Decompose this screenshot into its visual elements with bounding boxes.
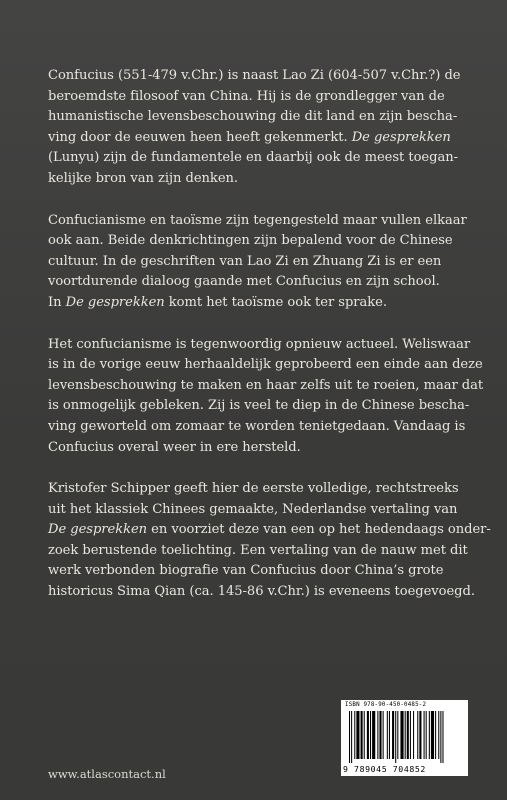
text-run: voortdurende dialoog gaande met Confucius en zijn school. xyxy=(48,274,440,290)
barcode-bar xyxy=(351,711,352,763)
text-run: Kristofer Schipper geeft hier de eerste volledige, rechtstreeks xyxy=(48,481,459,497)
barcode-bar xyxy=(413,711,414,759)
barcode-bar xyxy=(379,711,381,759)
barcode-bar xyxy=(407,711,409,759)
text-run: levensbeschouwing te maken en haar zelfs uit te roeien, maar dat xyxy=(48,377,484,393)
blurb-paragraph xyxy=(48,335,484,459)
text-line xyxy=(48,479,468,500)
text-line xyxy=(48,355,483,376)
barcode-digits: 9 789045 704852 xyxy=(343,764,426,774)
text-line xyxy=(48,396,468,417)
text-run: is onmogelijk gebleken. Zij is veel te diep in de Chinese bescha- xyxy=(48,398,470,414)
barcode-bar xyxy=(397,711,398,759)
barcode-bar xyxy=(426,711,427,759)
text-run: ook aan. Beide denkrichtingen zijn bepalend voor de Chinese xyxy=(48,233,453,249)
text-line xyxy=(48,231,468,252)
text-run: In xyxy=(48,294,66,310)
text-run: humanistische levensbeschouwing die dit land en zijn bescha- xyxy=(48,109,458,125)
barcode-bar xyxy=(410,711,411,759)
text-line xyxy=(48,107,468,128)
barcode-bar xyxy=(356,711,359,759)
text-line xyxy=(48,438,468,459)
text-line xyxy=(48,169,468,190)
text-line xyxy=(48,561,468,582)
barcode-bars xyxy=(349,711,461,763)
text-line xyxy=(48,66,468,87)
text-run: historicus Sima Qian (ca. 145-86 v.Chr.) is eveneens toegevoegd. xyxy=(48,584,475,600)
text-run: Het confucianisme is tegenwoordig opnieuw actueel. Weliswaar xyxy=(48,336,471,352)
blurb-text xyxy=(48,66,491,624)
text-line xyxy=(48,272,468,293)
text-run: (Lunyu) zijn de fundamentele en daarbij ook de meest toegan- xyxy=(48,150,458,166)
barcode-bar xyxy=(429,711,430,759)
text-run: kelijke bron van zijn denken. xyxy=(48,170,239,186)
italic-title: De gesprekken xyxy=(65,294,165,310)
barcode-bar xyxy=(367,711,369,759)
text-line xyxy=(48,211,468,232)
barcode-bar xyxy=(389,711,390,759)
barcode-bar xyxy=(392,711,394,759)
text-line xyxy=(48,500,468,521)
barcode-bar xyxy=(361,711,363,759)
barcode-bar xyxy=(431,711,434,759)
text-line xyxy=(48,582,475,603)
barcode-bar xyxy=(405,711,406,759)
barcode-bar xyxy=(383,711,384,759)
text-line xyxy=(48,252,468,273)
text-run: werk verbonden biografie van Confucius door China’s grote xyxy=(48,563,444,579)
italic-title: De gesprekken xyxy=(351,129,451,145)
text-run: ving geworteld om zomaar te worden tenietgedaan. Vandaag is xyxy=(48,418,466,434)
barcode-bar xyxy=(387,711,388,759)
text-line xyxy=(48,293,468,314)
blurb-paragraph xyxy=(48,211,468,314)
text-line xyxy=(48,541,468,562)
blurb-paragraph xyxy=(48,479,491,603)
barcode-bar xyxy=(377,711,378,759)
text-run: is in de vorige eeuw herhaaldelijk geprobeerd een einde aan deze xyxy=(48,357,483,373)
text-line xyxy=(48,335,471,356)
text-run: ving door de eeuwen heen heeft gekenmerkt. xyxy=(48,129,352,145)
barcode-bar xyxy=(438,711,439,759)
barcode-bar xyxy=(419,711,421,759)
isbn-barcode xyxy=(341,700,468,776)
text-line xyxy=(48,520,491,541)
text-run: Confucius (551-479 v.Chr.) is naast Lao Zi (604-507 v.Chr.?) de xyxy=(48,68,461,83)
italic-title: De gesprekken xyxy=(48,522,148,538)
blurb-paragraph xyxy=(48,66,468,190)
barcode-bar xyxy=(400,711,403,759)
text-line xyxy=(48,87,468,108)
isbn-label: ISBN 978-90-450-0485-2 xyxy=(345,702,427,708)
text-run: beroemdste filosoof van China. Hij is de grondlegger van de xyxy=(48,88,445,104)
text-run: en voorziet deze van een op het hedendaags onder- xyxy=(147,522,491,538)
text-line xyxy=(48,128,468,149)
barcode-bar xyxy=(440,711,441,763)
barcode-bar xyxy=(442,711,443,763)
text-run: komt het taoïsme ook ter sprake. xyxy=(164,294,387,310)
text-run: cultuur. In de geschriften van Lao Zi en Zhuang Zi is er een xyxy=(48,253,442,269)
barcode-bar xyxy=(349,711,350,763)
barcode-bar xyxy=(424,711,425,759)
text-run: zoek berustende toelichting. Een vertaling van de nauw met dit xyxy=(48,542,468,558)
barcode-bar xyxy=(435,711,436,759)
barcode-bar xyxy=(372,711,375,759)
barcode-bar xyxy=(354,711,355,759)
barcode-bar xyxy=(364,711,365,759)
barcode-bar xyxy=(417,711,418,759)
text-line xyxy=(48,417,468,438)
publisher-website[interactable]: www.atlascontact.nl xyxy=(48,767,166,781)
text-run: uit het klassiek Chinees gemaakte, Nederlandse vertaling van xyxy=(48,501,458,517)
barcode-bar xyxy=(370,711,371,759)
barcode-bar xyxy=(395,711,396,763)
text-line xyxy=(48,376,484,397)
text-run: Confucianisme en taoïsme zijn tegengesteld maar vullen elkaar xyxy=(48,212,467,228)
text-run: Confucius overal weer in ere hersteld. xyxy=(48,439,301,455)
text-line xyxy=(48,148,468,169)
